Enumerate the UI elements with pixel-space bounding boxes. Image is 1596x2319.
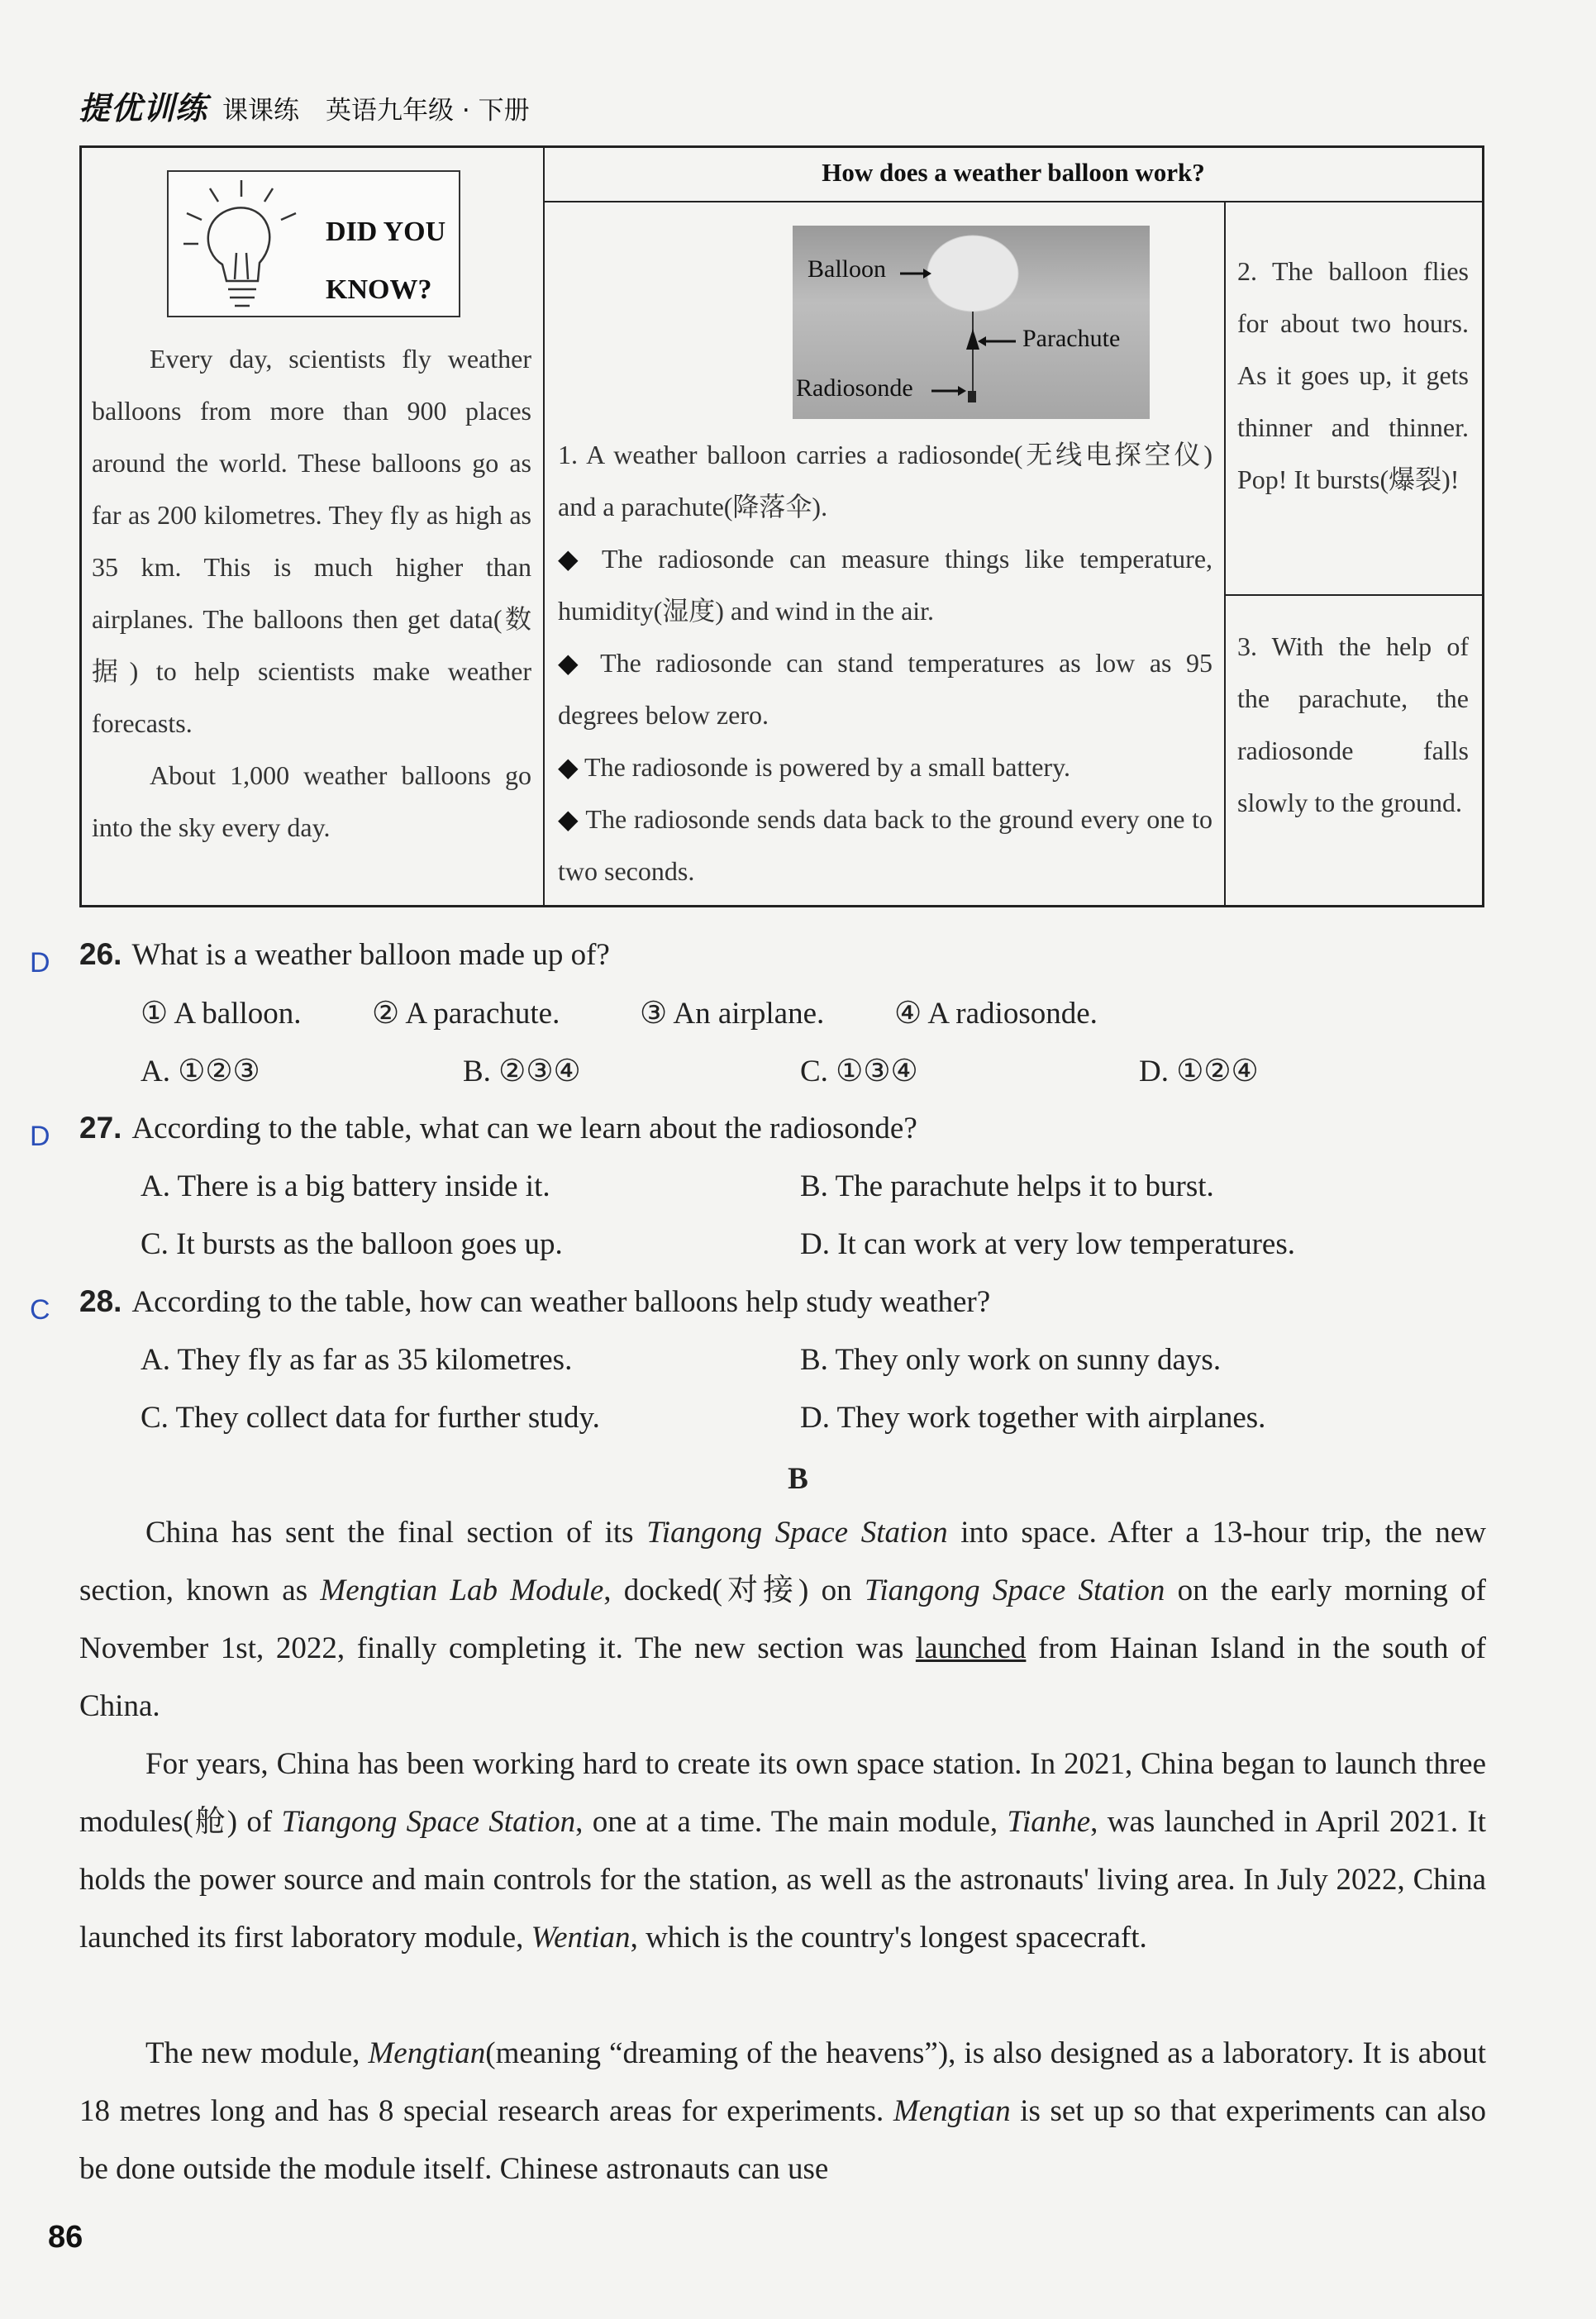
- diamond-bullet-icon: ◆: [558, 804, 579, 834]
- option-b[interactable]: B. The parachute helps it to burst.: [800, 1169, 1214, 1203]
- option-d[interactable]: D. ①②④: [1139, 1055, 1259, 1088]
- passage-paragraph-3: The new module, Mengtian(meaning “dreaming of the heavens”), is also designed as a laboratory. It is about 18 metres long and has 8 special research areas for experiments. Mengtian is set up so that experiments can also be done outside the module itself. Chinese astronauts can use: [79, 2036, 1487, 2186]
- question-28: [79, 1284, 990, 1320]
- bullet-text: The radiosonde can stand temperatures as low as 95 degrees below zero.: [558, 648, 1213, 730]
- book-title: 英语九年级 · 下册: [326, 96, 530, 126]
- bullet-item: [558, 793, 1212, 898]
- option-c[interactable]: C. ①③④: [800, 1055, 918, 1088]
- weather-balloon-photo: [793, 226, 1150, 419]
- did-you-know-line-1: DID YOU: [326, 217, 446, 247]
- middle-column-text: [558, 429, 1212, 898]
- row-divider: [543, 201, 1482, 202]
- question-stem: What is a weather balloon made up of?: [131, 938, 610, 972]
- passage-paragraph-2: For years, China has been working hard to create its own space station. In 2021, China began to launch three modules(舱) of Tiangong Space Station, one at a time. The main module, Tianhe, was launched in April 2021. It holds the power source and main controls for the station, as well as the astronauts' living area. In July 2022, China launched its first laboratory module, Wentian, which is the country's longest spacecraft.: [79, 1747, 1486, 1955]
- balloon-label: Balloon: [808, 255, 886, 283]
- option-b[interactable]: B. They only work on sunny days.: [800, 1343, 1222, 1377]
- statement: ③ An airplane.: [640, 997, 825, 1031]
- brand-title: 提优训练: [79, 90, 208, 126]
- left-column-text: [92, 333, 531, 854]
- question-number: 26.: [79, 937, 122, 971]
- did-you-know-title: [326, 203, 445, 319]
- left-paragraph-1: Every day, scientists fly weather balloons from more than 900 places around the world. These balloons go as far as 200 kilometres. They fly as high as 35 km. This is much higher than airplanes. The balloons then get data(数据) to help scientists make weather forecasts.: [92, 344, 531, 738]
- option-c[interactable]: C. They collect data for further study.: [141, 1401, 600, 1435]
- diamond-bullet-icon: ◆: [558, 752, 579, 782]
- question-stem: According to the table, what can we learn about the radiosonde?: [131, 1112, 917, 1145]
- row-divider: [1224, 594, 1482, 596]
- option-b[interactable]: B. ②③④: [463, 1055, 581, 1088]
- middle-item-1: 1. A weather balloon carries a radiosonde(无线电探空仪) and a parachute(降落伞).: [558, 440, 1212, 521]
- passage-paragraph-1: China has sent the final section of its Tiangong Space Station into space. After a 13-hour trip, the new section, known as Mengtian Lab Module, docked(对接) on Tiangong Space Station on the early morning of November 1st, 2022, finally completing it. The new section was launched from Hainan Island in the south of China.: [79, 1516, 1486, 1723]
- bullet-text: The radiosonde can measure things like temperature, humidity(湿度) and wind in the air.: [558, 544, 1213, 626]
- right-item-2: 2. The balloon flies for about two hours. As it goes up, it gets thinner and thinner. Pop! It bursts(爆裂)!: [1237, 256, 1469, 494]
- right-item-3: 3. With the help of the parachute, the radiosonde falls slowly to the ground.: [1237, 631, 1469, 817]
- question-stem: According to the table, how can weather balloons help study weather?: [131, 1285, 991, 1319]
- option-a[interactable]: A. There is a big battery inside it.: [141, 1169, 550, 1203]
- option-c[interactable]: C. It bursts as the balloon goes up.: [141, 1227, 563, 1261]
- question-27: [79, 1111, 917, 1146]
- did-you-know-line-2: KNOW?: [326, 274, 432, 305]
- did-you-know-box: [167, 170, 460, 317]
- table-header-cell: [545, 148, 1482, 201]
- bullet-text: The radiosonde sends data back to the ground every one to two seconds.: [558, 804, 1213, 886]
- bullet-item: [558, 637, 1212, 741]
- diamond-bullet-icon: ◆: [558, 648, 587, 678]
- option-a[interactable]: A. They fly as far as 35 kilometres.: [141, 1343, 573, 1377]
- radiosonde-label: Radiosonde: [796, 374, 913, 402]
- question-26: [79, 937, 610, 973]
- bullet-item: [558, 741, 1212, 793]
- handwritten-answer: C: [30, 1294, 50, 1326]
- option-d[interactable]: D. It can work at very low temperatures.: [800, 1227, 1295, 1261]
- weather-balloon-table: [79, 145, 1484, 907]
- parachute-label: Parachute: [1022, 325, 1121, 352]
- table-header: How does a weather balloon work?: [822, 158, 1205, 187]
- handwritten-answer: D: [30, 1121, 50, 1152]
- statement: ④ A radiosonde.: [894, 997, 1098, 1031]
- column-divider: [1224, 201, 1226, 905]
- option-a[interactable]: A. ①②③: [141, 1055, 260, 1088]
- handwritten-answer: D: [30, 947, 50, 979]
- page-header: [79, 83, 530, 128]
- statement: ② A parachute.: [372, 997, 560, 1031]
- question-number: 28.: [79, 1284, 122, 1318]
- bullet-item: [558, 533, 1212, 637]
- option-d[interactable]: D. They work together with airplanes.: [800, 1401, 1266, 1435]
- bullet-text: The radiosonde is powered by a small battery.: [584, 752, 1070, 782]
- series-subtitle: 课课练: [222, 96, 300, 126]
- question-number: 27.: [79, 1111, 122, 1145]
- underlined-word: launched: [915, 1631, 1027, 1665]
- left-paragraph-2: About 1,000 weather balloons go into the sky every day.: [92, 760, 531, 842]
- diamond-bullet-icon: ◆: [558, 544, 588, 574]
- statement: ① A balloon.: [141, 997, 302, 1031]
- lightbulb-icon: [177, 174, 326, 314]
- column-divider: [543, 148, 545, 905]
- section-b-heading: B: [788, 1462, 808, 1496]
- page-number: 86: [48, 2220, 83, 2255]
